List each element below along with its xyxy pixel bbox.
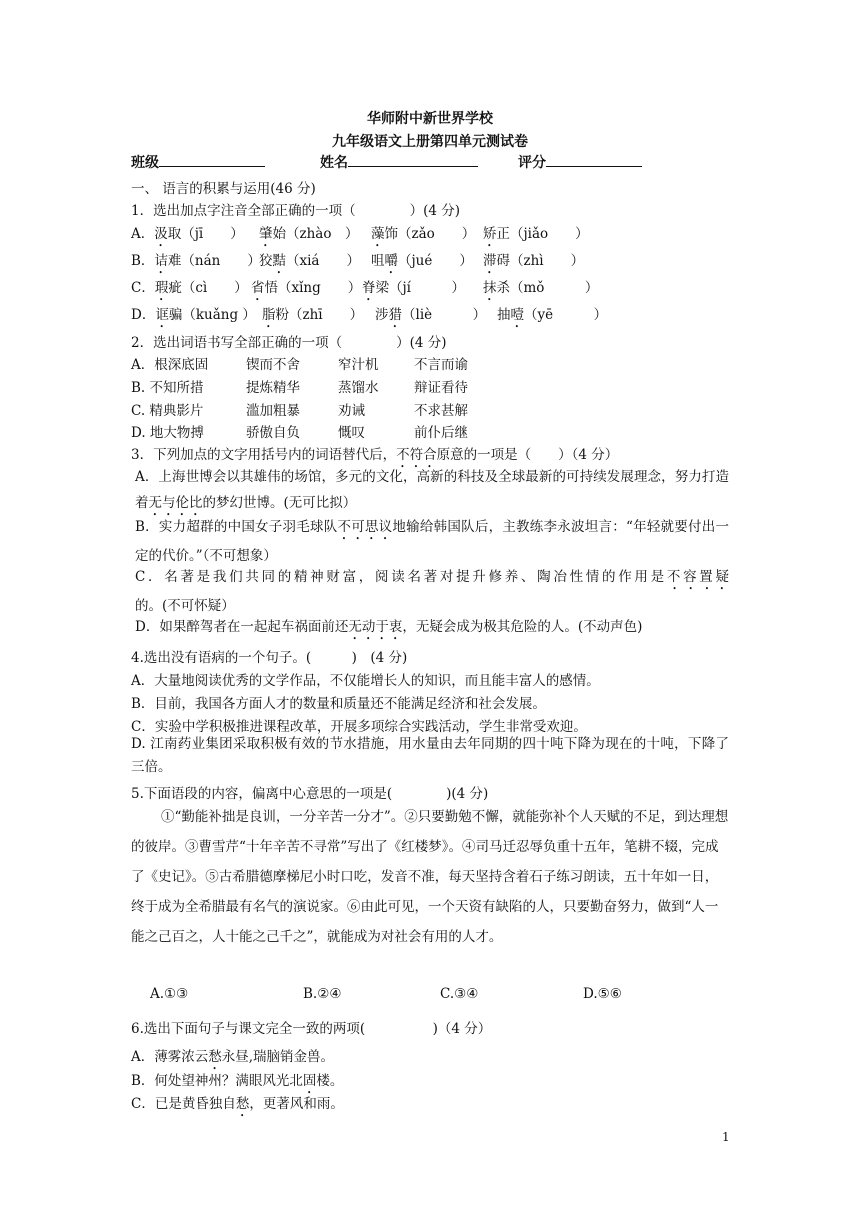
q2-option-a-word-4: 不言而谕 (414, 357, 468, 373)
school-name: 华师附中新世界学校 (367, 111, 493, 127)
q2-option-b: B. 不知所措 (131, 380, 204, 396)
q4-option-a: A．大量地阅读优秀的文学作品，不仅能增长人的知识，而且能丰富人的感情。 (131, 673, 600, 689)
q1-option-a-2: 肇始（zhào ） (259, 226, 359, 242)
q5-option-b: B.②④ (303, 986, 342, 1002)
q5-passage: ①“勤能补拙是良训，一分辛苦一分才”。②只要勤勉不懈，就能弥补个人天赋的不足，到达理想的彼岸。③曹雪芹“十年辛苦不寻常”写出了《红楼梦》。④司马迁忍辱负重十五年，笔耕不辍，完成了《史记》。⑤古希腊德摩梯尼小时口吃，发音不准，每天坚持含着石子练习朗读，五十年如一日，终于成为全希腊最有名气的演说家。⑥由此可见，一个天资有缺陷的人，只要勤奋努力，做到“人一能之己百之，人十能之己千之”，就能成为对社会有用的人才。 (131, 809, 729, 945)
q5-stem: 5.下面语段的内容，偏离中心意思的一项是( )(4 分) (131, 786, 489, 802)
q4-stem: 4.选出没有语病的一个句子。( ) (4 分) (131, 650, 408, 666)
exam-title: 九年级语文上册第四单元测试卷 (332, 134, 528, 150)
q2-option-a-word-3: 窄汁机 (338, 357, 379, 373)
q2-option-c-word-4: 不求甚解 (414, 403, 468, 419)
q1-option-d-2: 脂粉（zhī ） (262, 307, 364, 323)
score-field (518, 152, 642, 172)
q1-option-a-1: A．汲取（jī ） (131, 226, 244, 242)
page-number: 1 (722, 1130, 730, 1144)
q1-option-b-4: 滞碍（zhì ） (483, 253, 585, 269)
q4-option-b: B．目前，我国各方面人才的数量和质量还不能满足经济和社会发展。 (131, 696, 546, 712)
q2-option-b-word-4: 辩证看待 (414, 380, 468, 396)
q3-stem: 3．下列加点的文字用括号内的词语替代后，不符合原意的一项是（ ）（4 分） (131, 447, 619, 463)
section-1-title: 一、 语言的积累与运用(46 分) (131, 181, 316, 197)
q1-option-d-4: 抽噎（yē ） (497, 307, 608, 323)
q3-option-b: B．实力超群的中国女子羽毛球队不可思议地输给韩国队后，主教练李永波坦言：“年轻就要付出一定的代价。”（不可想象） (135, 519, 730, 564)
q1-option-a-3: 藻饰（zǎo ） (371, 226, 476, 242)
q1-option-b-3: 咀嚼（jué ） (371, 253, 473, 269)
score-blank (546, 153, 642, 167)
q1-option-d-3: 涉猎（liè ） (375, 307, 487, 323)
class-blank (159, 153, 265, 167)
name-field (320, 152, 478, 172)
q6-option-b: B．何处望神州？满眼风光北固楼。 (131, 1073, 344, 1089)
q2-option-c: C. 精典影片 (131, 403, 204, 419)
q5-option-c: C.③④ (440, 986, 479, 1002)
class-label: 班级 (131, 155, 159, 171)
q2-option-d: D. 地大物搏 (131, 425, 204, 441)
q1-option-c-4: 抹杀（mǒ ） (483, 280, 599, 296)
q4-option-d: D. 江南药业集团采取积极有效的节水措施，用水量由去年同期的四十吨下降为现在的十吨，下降了三倍。 (131, 736, 729, 775)
q2-stem: 2．选出词语书写全部正确的一项（ ）(4 分) (131, 335, 447, 351)
q2-option-a: A．根深底固 (131, 357, 209, 373)
q4-option-c: C．实验中学积极推进课程改革，开展多项综合实践活动，学生非常受欢迎。 (131, 719, 587, 735)
q1-option-b-2: 狡黠（xiá ） (259, 253, 360, 269)
q2-option-d-word-2: 骄傲自负 (246, 425, 300, 441)
q1-option-a-4: 矫正（jiǎo ） (483, 226, 589, 242)
q2-option-a-word-2: 锲而不舍 (246, 357, 300, 373)
q2-option-d-word-3: 慨叹 (338, 425, 365, 441)
name-label: 姓名 (320, 155, 348, 171)
q2-option-b-word-2: 提炼精华 (246, 380, 300, 396)
q3-option-c: C．名著是我们共同的精神财富，阅读名著对提升修养、陶冶性情的作用是不容置疑的。(不可怀疑） (135, 569, 729, 614)
q3-option-a: A．上海世博会以其雄伟的场馆，多元的文化，高新的科技及全球最新的可持续发展理念，努力打造着无与伦比的梦幻世博。(无可比拟） (135, 469, 729, 511)
score-label: 评分 (518, 155, 546, 171)
q1-option-d-1: D．诓骗（kuǎng ） (131, 307, 256, 323)
q2-option-d-word-4: 前仆后继 (414, 425, 468, 441)
q1-option-c-1: C．瑕疵（cì ） (131, 280, 248, 296)
q3-option-d: D．如果醉驾者在一起起车祸面前还无动于衷，无疑会成为极其危险的人。(不动声色) (135, 619, 643, 635)
q2-option-b-word-3: 蒸馏水 (338, 380, 379, 396)
class-field (131, 152, 265, 172)
q1-option-c-3: 脊梁（jí ） (362, 280, 466, 296)
name-blank (348, 153, 478, 167)
q6-stem: 6.选出下面句子与课文完全一致的两项( )（4 分） (131, 1021, 492, 1037)
q2-option-c-word-3: 劝诫 (338, 403, 365, 419)
q6-option-a: A．薄雾浓云愁永昼,瑞脑销金兽。 (131, 1049, 335, 1065)
q2-option-c-word-2: 滥加粗暴 (246, 403, 300, 419)
q1-option-b-1: B．诘难（nán ） (131, 253, 261, 269)
q5-option-d: D.⑤⑥ (583, 986, 622, 1002)
q1-stem: 1．选出加点字注音全部正确的一项（ ）(4 分) (131, 203, 461, 219)
q6-option-c: C．已是黄昏独自愁，更著风和雨。 (131, 1096, 344, 1112)
q1-option-c-2: 省悟（xǐng ） (251, 280, 362, 296)
q5-option-a: A.①③ (150, 986, 189, 1002)
